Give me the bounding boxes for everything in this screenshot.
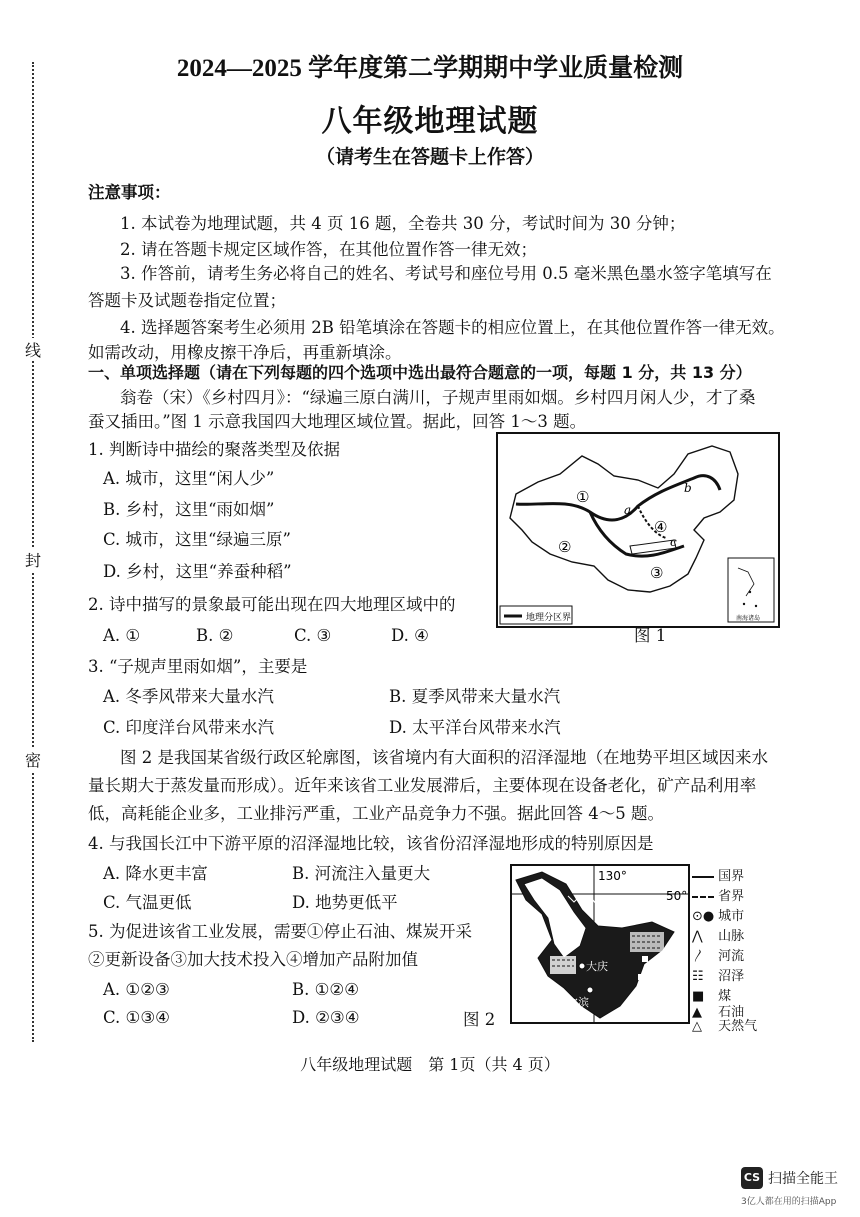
legend-city	[692, 905, 744, 924]
notice-item: 4. 选择题答案考生必须用 2B 铅笔填涂在答题卡的相应位置上，在其他位置作答一律无效。	[120, 318, 785, 337]
border-symbol	[692, 876, 714, 878]
q1-option-b: B. 乡村，这里“雨如烟”	[103, 500, 275, 519]
q4-option-d: D. 地势更低平	[292, 893, 398, 912]
q1-option-d: D. 乡村，这里“养蚕种稻”	[103, 562, 292, 581]
notice-item: 1. 本试卷为地理试题，共 4 页 16 题，全卷共 30 分，考试时间为 30 分钟；	[120, 214, 686, 233]
longitude-label: 130°	[598, 869, 627, 883]
figure-1-map	[496, 432, 780, 628]
binding-char-seal: 封	[24, 548, 42, 571]
q3-option-d: D. 太平洋台风带来水汽	[389, 718, 561, 737]
question-2-stem: 2. 诗中描写的景象最可能出现在四大地理区域中的	[88, 595, 456, 614]
swamp-icon: ☷	[692, 969, 704, 984]
figure-2-map	[510, 864, 690, 1024]
legend-label: 河流	[718, 949, 745, 964]
line-label-a: a	[624, 503, 632, 517]
inset-label: 南海诸岛	[735, 615, 761, 622]
question-5-stem: 5. 为促进该省工业发展，需要①停止石油、煤炭开采	[88, 922, 472, 941]
page-footer: 八年级地理试题 第 1页（共 4 页）	[300, 1055, 560, 1074]
figure-2-caption: 图 2	[463, 1010, 496, 1029]
legend-swamp	[692, 965, 744, 984]
city-symbol: ⊙●	[692, 909, 715, 924]
q5-option-b: B. ①②④	[292, 980, 359, 999]
legend-mountain	[692, 925, 744, 944]
q2-option-a: A. ①	[103, 626, 141, 645]
legend-label: 煤	[718, 989, 732, 1004]
q3-option-c: C. 印度洋台风带来水汽	[103, 718, 275, 737]
province-intro: 低，高耗能企业多，工业排污严重，工业产品竞争力不强。据此回答 4～5 题。	[88, 804, 664, 823]
legend-label: 国界	[718, 869, 745, 884]
legend-label: 山脉	[718, 929, 745, 944]
river-icon: 〳	[692, 949, 706, 964]
latitude-label: 50°	[666, 889, 688, 903]
section-heading: 一、单项选择题（请在下列每题的四个选项中选出最符合题意的一项，每题 1 分，共 13 分）	[88, 363, 752, 382]
region-marker-2: ②	[558, 538, 572, 556]
q1-option-a: A. 城市，这里“闲人少”	[103, 469, 275, 488]
notice-heading: 注意事项：	[88, 183, 171, 202]
q4-option-c: C. 气温更低	[103, 893, 192, 912]
binding-char-secret: 密	[24, 748, 42, 771]
question-4-stem: 4. 与我国长江中下游平原的沼泽湿地比较，该省份沼泽湿地形成的特别原因是	[88, 834, 654, 853]
exam-subject-title: 八年级地理试题	[321, 104, 539, 139]
region-marker-3: ③	[650, 564, 664, 582]
notice-item: 如需改动，用橡皮擦干净后，再重新填涂。	[88, 343, 402, 362]
legend-gas	[692, 1015, 757, 1034]
mountain-icon: ⋀	[692, 929, 703, 944]
oil-icon: ▲	[692, 1005, 702, 1020]
q3-option-b: B. 夏季风带来大量水汽	[389, 687, 561, 706]
camscanner-slogan: 3亿人都在用的扫描App	[741, 1197, 837, 1207]
legend-label: 省界	[718, 889, 745, 904]
region-marker-4: ④	[654, 518, 668, 536]
q2-option-b: B. ②	[196, 626, 234, 645]
line-label-c: c	[670, 535, 677, 549]
map-legend-boundary: 地理分区界	[526, 613, 572, 623]
question-3-stem: 3. “子规声里雨如烟”，主要是	[88, 657, 308, 676]
notice-item: 3. 作答前，请考生务必将自己的姓名、考试号和座位号用 0.5 毫米黑色墨水签字笔填写在	[120, 264, 772, 283]
city-harbin-label: 哈尔滨	[556, 996, 589, 1009]
notice-item: 2. 请在答题卡规定区域作答，在其他位置作答一律无效；	[120, 240, 537, 259]
q2-option-c: C. ③	[294, 626, 332, 645]
province-outline-map	[512, 866, 688, 1022]
q1-option-c: C. 城市，这里“绿遍三原”	[103, 530, 291, 549]
exam-instruction: （请考生在答题卡上作答）	[315, 146, 544, 168]
binding-char-line: 线	[24, 338, 42, 361]
province-border-symbol	[692, 896, 714, 898]
legend-border	[692, 865, 744, 884]
q4-option-a: A. 降水更丰富	[103, 864, 208, 883]
province-intro: 量长期大于蒸发量而形成）。近年来该省工业发展滞后，主要体现在设备老化，矿产品利用率	[88, 776, 757, 795]
poem-intro: 蚕又插田。”图 1 示意我国四大地理区域位置。据此，回答 1～3 题。	[88, 412, 587, 431]
q3-option-a: A. 冬季风带来大量水汽	[103, 687, 274, 706]
legend-label: 石油	[718, 1005, 745, 1020]
legend-label: 沼泽	[718, 969, 745, 984]
q2-option-d: D. ④	[391, 626, 429, 645]
province-intro: 图 2 是我国某省级行政区轮廓图，该省境内有大面积的沼泽湿地（在地势平坦区域因来水	[120, 748, 768, 767]
question-1-stem: 1. 判断诗中描绘的聚落类型及依据	[88, 440, 340, 459]
poem-intro: 翁卷（宋）《乡村四月》：“绿遍三原白满川，子规声里雨如烟。乡村四月闲人少，才了桑	[120, 388, 756, 407]
camscanner-name: 扫描全能王	[768, 1171, 838, 1187]
gas-icon: △	[692, 1019, 702, 1034]
coal-icon: ■	[692, 989, 705, 1004]
legend-river	[692, 945, 744, 964]
legend-label: 城市	[718, 909, 745, 924]
q5-option-c: C. ①③④	[103, 1008, 170, 1027]
question-5-stem-cont: ②更新设备③加大技术投入④增加产品附加值	[88, 950, 418, 969]
line-label-b: b	[684, 481, 692, 495]
region-marker-1: ①	[576, 488, 590, 506]
exam-title: 2024—2025 学年度第二学期期中学业质量检测	[176, 55, 684, 82]
q5-option-a: A. ①②③	[103, 980, 170, 999]
notice-item: 答题卡及试题卷指定位置；	[88, 291, 286, 310]
city-daqing-label: 大庆	[586, 960, 608, 973]
legend-province	[692, 885, 744, 904]
q5-option-d: D. ②③④	[292, 1008, 360, 1027]
figure-1-caption: 图 1	[634, 626, 667, 645]
legend-label: 天然气	[718, 1019, 758, 1034]
china-regions-map	[498, 434, 778, 626]
q4-option-b: B. 河流注入量更大	[292, 864, 431, 883]
camscanner-logo-icon: CS	[741, 1167, 763, 1189]
